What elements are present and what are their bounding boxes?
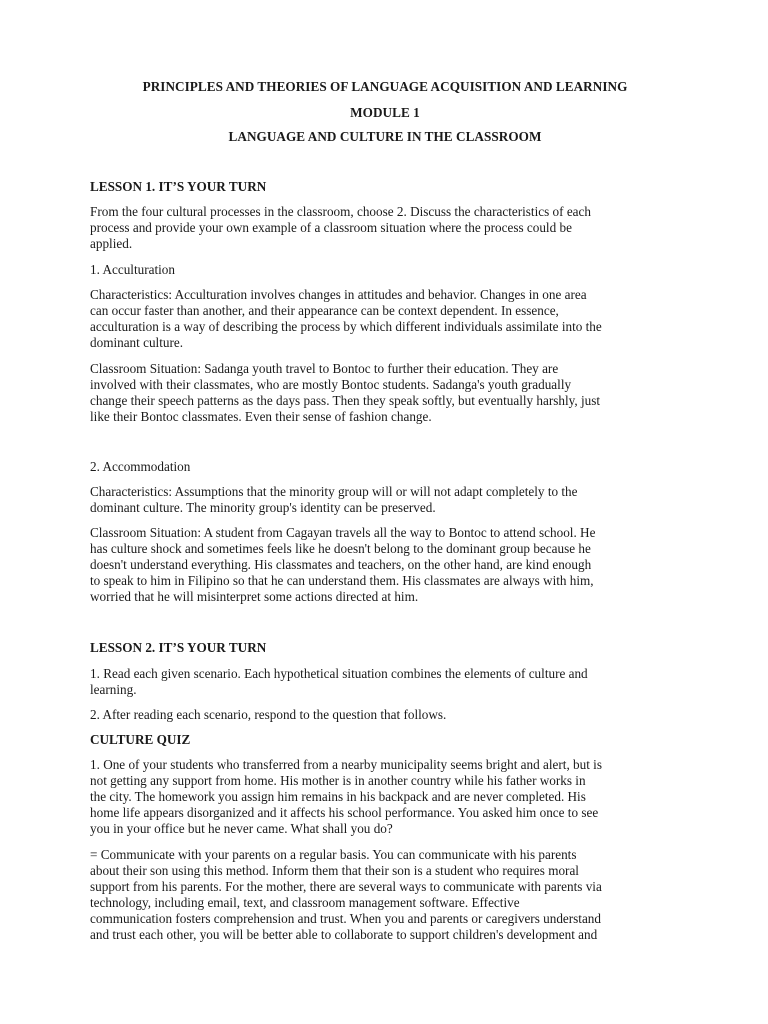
document-title: PRINCIPLES AND THEORIES OF LANGUAGE ACQUISITION AND LEARNING [142,79,628,94]
lesson2-heading: LESSON 2. IT’S YOUR TURN [90,640,267,655]
lesson2-step1: 1. Read each given scenario. Each hypothetical situation combines the elements of culture and learning. [90,666,588,697]
accommodation-characteristics: Characteristics: Assumptions that the minority group will or will not adapt completely to the dominant culture. The minority group's identity can be preserved. [90,484,578,515]
document-page [90,0,680,1024]
module-label: MODULE 1 [350,105,420,120]
accommodation-situation: Classroom Situation: A student from Cagayan travels all the way to Bontoc to attend school. He has culture shock and sometimes feels like he doesn't belong to the dominant group because he doesn't understand everything. His classmates and teachers, on the other hand, are kind enough to speak to him in Filipino so that he can understand them. His classmates are always with him, worried that he will misinterpret some actions directed at him. [90,525,596,604]
quiz-question-1: 1. One of your students who transferred from a nearby municipality seems bright and alert, but is not getting any support from home. His mother is in another country while his father works in the city. The homework you assign him remains in his backpack and are never completed. His home life appears disorganized and it affects his school performance. You asked him once to see you in your office but he never came. What shall you do? [90,757,602,836]
module-subtitle: LANGUAGE AND CULTURE IN THE CLASSROOM [228,129,542,144]
lesson1-heading: LESSON 1. IT’S YOUR TURN [90,179,267,194]
quiz-answer-1: = Communicate with your parents on a regular basis. You can communicate with his parents about their son using this method. Inform them that their son is a student who requires moral support from his parents. For the mother, there are several ways to communicate with parents via technology, including email, text, and classroom management software. Effective communication fosters comprehension and trust. When you and parents or caregivers understand and trust each other, you will be better able to collaborate to support children's development and [90,847,602,942]
acculturation-title: 1. Acculturation [90,262,175,277]
acculturation-characteristics: Characteristics: Acculturation involves changes in attitudes and behavior. Changes in one area can occur faster than another, and their appearance can be context dependent. In essence, acculturation is a way of describing the process by which different individuals assimilate into the dominant culture. [90,287,602,350]
accommodation-title: 2. Accommodation [90,459,191,474]
culture-quiz-heading: CULTURE QUIZ [90,732,191,747]
acculturation-situation: Classroom Situation: Sadanga youth travel to Bontoc to further their education. They are involved with their classmates, who are mostly Bontoc students. Sadanga's youth gradually change their speech patterns as the days pass. Then they speak softly, but eventually harshly, just like their Bontoc classmates. Even their sense of fashion change. [90,361,601,424]
lesson2-step2: 2. After reading each scenario, respond to the question that follows. [90,707,447,722]
lesson1-intro: From the four cultural processes in the classroom, choose 2. Discuss the characteristics of each process and provide your own example of a classroom situation where the process could be applied. [90,204,591,251]
